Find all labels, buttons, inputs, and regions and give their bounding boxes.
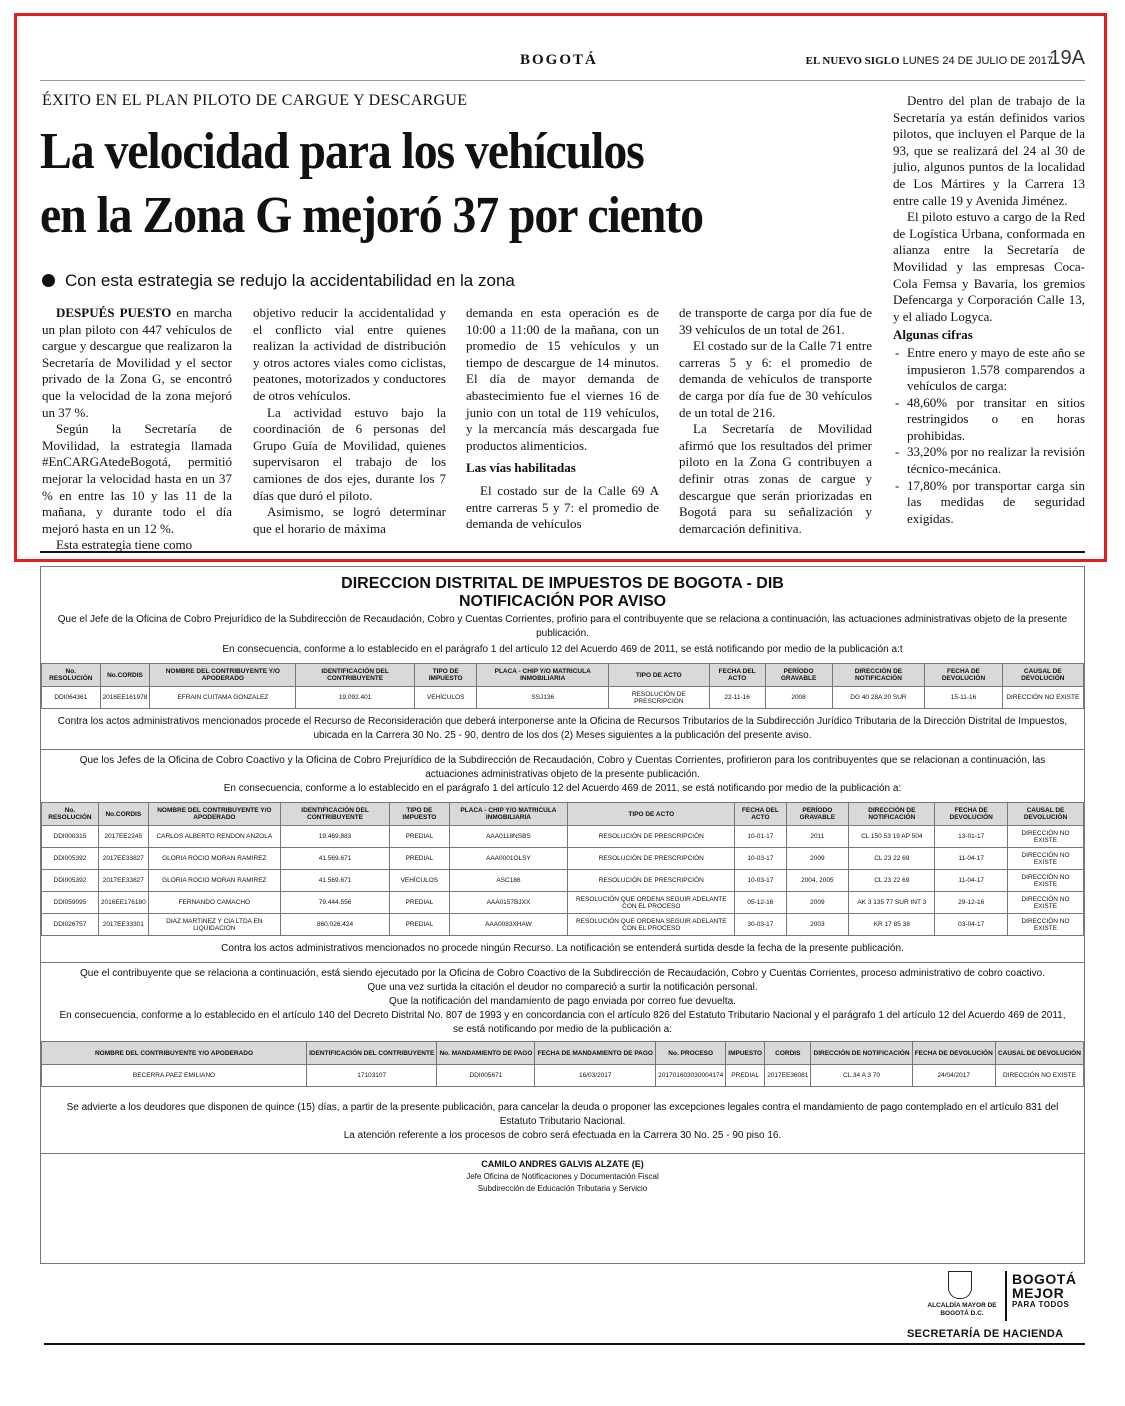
- signature-block: [41, 1158, 1084, 1195]
- column-header: IDENTIFICACIÓN DEL CONTRIBUYENTE: [296, 664, 415, 687]
- column-header: FECHA DE DEVOLUCIÓN: [925, 664, 1002, 687]
- footer-rule: [44, 1343, 1085, 1345]
- notice-intro: Que el Jefe de la Oficina de Cobro Prejurídico de la Subdirección de Recaudación, Cobro y Cuentas Corrientes, profirio para el contribuyente que se relaciona a continuación, las actuaciones administrativas objeto de la presente publicación.: [57, 614, 1068, 639]
- table-cell: 29-12-16: [935, 892, 1008, 914]
- table-cell: DDI064361: [42, 687, 101, 709]
- hacienda-logo: [905, 1268, 1085, 1344]
- table-cell: 2017EE33301: [98, 914, 148, 936]
- section-name: BOGOTÁ: [520, 52, 598, 68]
- table-cell: DIRECCIÓN NO EXISTE: [1007, 870, 1083, 892]
- paragraph: en marcha un plan piloto con 447 vehículos de cargue y descargue que realizaron la Secretaría de Movilidad y el sector privado de la Zona G, se encontró que la velocidad de la zona mejoró un 37 %.: [42, 305, 232, 420]
- column-header: PLACA - CHIP Y/O MATRICULA INMOBILIARIA: [477, 664, 608, 687]
- article-subhead: [42, 271, 515, 291]
- column-header: FECHA DEL ACTO: [709, 664, 765, 687]
- paragraph: Esta estrategia tiene como: [56, 537, 193, 553]
- table-cell: 10-01-17: [735, 826, 786, 848]
- secretaria-label: SECRETARÍA DE HACIENDA: [907, 1328, 1064, 1340]
- table-cell: 19.469.883: [280, 826, 389, 848]
- column-header: No. PROCESO: [656, 1042, 726, 1065]
- table-cell: 16/03/2017: [535, 1065, 656, 1087]
- table-cell: RESOLUCIÓN QUE ORDENA SEGUIR ADELANTE CON EL PROCESO: [568, 914, 735, 936]
- table-cell: 2009: [786, 848, 849, 870]
- column-header: No. MANDAMIENTO DE PAGO: [437, 1042, 535, 1065]
- table-cell: 41.569.671: [280, 848, 389, 870]
- paragraph: El piloto estuvo a cargo de la Red de Logística Urbana, conformada en alianza entre la Secretaría de Movilidad y las empresas Coca-Cola Femsa y Bavaria, los gremios Defencarga y Corporación Calle 13, y el aliado Logyca.: [893, 209, 1085, 324]
- notice-table-3: [41, 1041, 1084, 1087]
- table-cell: CARLOS ALBERTO RENDON ANZOLA: [148, 826, 280, 848]
- column-header: FECHA DE DEVOLUCIÓN: [935, 803, 1008, 826]
- figures-list: [893, 345, 1085, 528]
- table-header-row: [42, 803, 1084, 826]
- notice-table-1: [41, 663, 1084, 709]
- column-header: FECHA DE MANDAMIENTO DE PAGO: [535, 1042, 656, 1065]
- paragraph: objetivo reducir la accidentalidad y el conflicto vial entre quienes realizan la actividad de distribución y otros actores viales como ciclistas, peatones, motorizados y conductores de otros vehículos.: [253, 305, 446, 403]
- column-header: IMPUESTO: [726, 1042, 765, 1065]
- table-row: [42, 687, 1084, 709]
- table-cell: DDI005671: [437, 1065, 535, 1087]
- column-header: IDENTIFICACIÓN DEL CONTRIBUYENTE: [280, 803, 389, 826]
- table-cell: 24/04/2017: [912, 1065, 995, 1087]
- table-cell: 79.444.556: [280, 892, 389, 914]
- article-column-1: [42, 305, 232, 554]
- table-cell: 15-11-16: [925, 687, 1002, 709]
- table-cell: 2017EE2245: [98, 826, 148, 848]
- table-cell: 17103107: [307, 1065, 437, 1087]
- column-header: IDENTIFICACIÓN DEL CONTRIBUYENTE: [307, 1042, 437, 1065]
- notice-table-2: [41, 802, 1084, 936]
- table-cell: 2016EE176180: [98, 892, 148, 914]
- column-header: DIRECCIÓN DE NOTIFICACIÓN: [811, 1042, 912, 1065]
- column-header: TIPO DE ACTO: [608, 664, 709, 687]
- issue-date: LUNES 24 DE JULIO DE 2017: [902, 55, 1053, 67]
- table-cell: 2016EE161978: [100, 687, 150, 709]
- column-header: CAUSAL DE DEVOLUCIÓN: [1002, 664, 1083, 687]
- column-header: PERÍODO GRAVABLE: [765, 664, 832, 687]
- logo-line: BOGOTÁ: [1012, 1271, 1077, 1287]
- table-cell: RESOLUCIÓN QUE ORDENA SEGUIR ADELANTE CON EL PROCESO: [568, 892, 735, 914]
- column-header: TIPO DE IMPUESTO: [414, 664, 477, 687]
- table-cell: 860.026.424: [280, 914, 389, 936]
- table-cell: VEHÍCULOS: [390, 870, 449, 892]
- article-column-5: [893, 93, 1085, 527]
- paragraph: El costado sur de la Calle 71 entre carreras 5 y 6: el promedio de demanda de vehículos de transporte de carga por día fue de 30 vehículos de un total de 216.: [679, 338, 872, 420]
- article-column-3: [466, 305, 659, 533]
- column-header: CAUSAL DE DEVOLUCIÓN: [1007, 803, 1083, 826]
- table-cell: AAA0083XHAW: [449, 914, 568, 936]
- article-kicker: ÉXITO EN EL PLAN PILOTO DE CARGUE Y DESCARGUE: [42, 92, 468, 109]
- table-row: [42, 892, 1084, 914]
- notice-text: La atención referente a los procesos de cobro será efectuada en la Carrera 30 No. 25 - 90 piso 16.: [343, 1130, 782, 1141]
- paper-info: [806, 55, 1053, 67]
- list-item: - 33,20% por no realizar la revisión técnico-mecánica.: [893, 444, 1085, 477]
- column-header: NOMBRE DEL CONTRIBUYENTE Y/O APODERADO: [148, 803, 280, 826]
- table-cell: 2008: [765, 687, 832, 709]
- table-cell: ASC186: [449, 870, 568, 892]
- table-cell: RESOLUCIÓN DE PRESCRIPCIÓN: [568, 848, 735, 870]
- table-cell: 2017EE33827: [98, 870, 148, 892]
- table-cell: DDI026757: [42, 914, 99, 936]
- table-cell: CL 23 22 69: [849, 848, 935, 870]
- table-cell: 10-03-17: [735, 848, 786, 870]
- table-cell: 30-03-17: [735, 914, 786, 936]
- table-cell: PREDIAL: [390, 914, 449, 936]
- table-cell: RESOLUCIÓN DE PRESCRIPCIÓN: [608, 687, 709, 709]
- page-header: [40, 47, 1085, 81]
- list-item: - Entre enero y mayo de este año se impusieron 1.578 comparendos a vehículos de carga:: [893, 345, 1085, 395]
- column-header: No. RESOLUCIÓN: [42, 803, 99, 826]
- paragraph: Según la Secretaría de Movilidad, la estrategia llamada #EnCARGAtedeBogotá, permitió mejorar la velocidad hasta en un 37 % en entre las 10 y las 11 de la mañana, y durante todo el día mejoró hasta en un 12 %.: [42, 421, 232, 536]
- coat-of-arms-icon: [948, 1271, 972, 1299]
- table-row: [42, 870, 1084, 892]
- lead-bold: DESPUÉS PUESTO: [56, 305, 172, 320]
- table-cell: SSJ136: [477, 687, 608, 709]
- paragraph: Dentro del plan de trabajo de la Secretaría ya están definidos varios pilotos, que incluyen el Parque de la 93, que se realizará del 24 al 30 de julio, algunos puntos de la localidad de Los Mártires y la Carrera 13 entre calle 19 y Avenida Jiménez.: [893, 93, 1085, 208]
- table-cell: 11-04-17: [935, 870, 1008, 892]
- table-cell: DDI059095: [42, 892, 99, 914]
- column-header: No. RESOLUCIÓN: [42, 664, 101, 687]
- column-header: TIPO DE ACTO: [568, 803, 735, 826]
- table-cell: 22-11-16: [709, 687, 765, 709]
- table-cell: DDI005392: [42, 848, 99, 870]
- table-cell: PREDIAL: [390, 848, 449, 870]
- subhead-text: Con esta estrategia se redujo la accidentabilidad en la zona: [65, 271, 515, 290]
- table-cell: PREDIAL: [390, 826, 449, 848]
- table-cell: 41.569.671: [280, 870, 389, 892]
- table-cell: 201701603030004174: [656, 1065, 726, 1087]
- paragraph: de transporte de carga por día fue de 39 vehículos de un total de 261.: [679, 305, 872, 337]
- table-cell: RESOLUCIÓN DE PRESCRIPCIÓN: [568, 870, 735, 892]
- notice-intro: En consecuencia, conforme a lo establecido en el artículo 140 del Decreto Distrital No. 807 de 1993 y en concordancia con el artículo 826 del Estatuto Tributario Nacional y el parágrafo 1 del artículo 12 del Acuerdo 469 de 2011, se está notificando por medio de la publicación a:: [59, 1010, 1066, 1035]
- table-cell: FERNANDO CAMACHO: [148, 892, 280, 914]
- table-cell: 2017EE36081: [765, 1065, 811, 1087]
- column-header: TIPO DE IMPUESTO: [390, 803, 449, 826]
- table-cell: 05-12-16: [735, 892, 786, 914]
- table-cell: DIRECCIÓN NO EXISTE: [1007, 848, 1083, 870]
- table-cell: VEHÍCULOS: [414, 687, 477, 709]
- table-header-row: [42, 664, 1084, 687]
- table-cell: CL 34 A 3 70: [811, 1065, 912, 1087]
- column-header: FECHA DE DEVOLUCIÓN: [912, 1042, 995, 1065]
- table-cell: AK 3 135 77 SUR INT 3: [849, 892, 935, 914]
- page-number: 19A: [1049, 47, 1085, 69]
- article-column-2: [253, 305, 446, 537]
- paragraph: Asimismo, se logró determinar que el horario de máxima: [253, 504, 446, 536]
- paper-name: EL NUEVO SIGLO: [805, 55, 900, 67]
- article-column-4: [679, 305, 872, 537]
- table-cell: AAA0001OLSY: [449, 848, 568, 870]
- table-cell: BECERRA PAEZ EMILIANO: [42, 1065, 307, 1087]
- table-cell: 2009: [786, 892, 849, 914]
- table-cell: DIRECCIÓN NO EXISTE: [995, 1065, 1083, 1087]
- notice-intro: En consecuencia, conforme a lo establecido en el parágrafo 1 del artículo 12 del Acuerdo 469 de 2011, se está notificando por medio de la publicación a:t: [222, 644, 903, 655]
- notice-text: Contra los actos administrativos mencionados procede el Recurso de Reconsideración que deberá interponerse ante la Oficina de Recursos Tributarios de la Subdirección Jurídico Tributaria de la Dirección Distrital de Impuestos, ubicada en la Carrera 30 No. 25 - 90, dentro de los dos (2) Meses siguientes a la publicación del presente aviso.: [57, 716, 1068, 741]
- table-cell: 2004, 2005: [786, 870, 849, 892]
- table-cell: AAA0118NSBS: [449, 826, 568, 848]
- paragraph: La Secretaría de Movilidad afirmó que los resultados del primer piloto en la Zona G contribuyen a definir otras zonas de cargue y descargue que serán priorizadas en Bogotá para su señalización y demarcación definitiva.: [679, 421, 872, 536]
- column-header: DIRECCIÓN DE NOTIFICACIÓN: [832, 664, 925, 687]
- paragraph: La actividad estuvo bajo la coordinación de 6 personas del Grupo Guía de Movilidad, quienes supervisaron el trabajo de los camiones de dos ejes, durante los 7 días que duró el piloto.: [253, 404, 446, 503]
- signer-role: Jefe Oficina de Notificaciones y Documentación Fiscal: [466, 1172, 659, 1181]
- logo-line: MEJOR: [1012, 1285, 1065, 1301]
- column-header: NOMBRE DEL CONTRIBUYENTE Y/O APODERADO: [150, 664, 296, 687]
- logo-divider: [1005, 1271, 1007, 1321]
- table-cell: DDI005392: [42, 870, 99, 892]
- table-cell: EFRAIN CUITAMA GONZALEZ: [150, 687, 296, 709]
- notice-subtitle: NOTIFICACIÓN POR AVISO: [458, 593, 667, 610]
- table-cell: DIRECCIÓN NO EXISTE: [1007, 826, 1083, 848]
- column-header: No.CORDIS: [98, 803, 148, 826]
- notice-intro: Que una vez surtida la citación el deudor no compareció a surtir la notificación personal.: [367, 982, 758, 993]
- table-cell: DIRECCIÓN NO EXISTE: [1007, 892, 1083, 914]
- column-header: NOMBRE DEL CONTRIBUYENTE Y/O APODERADO: [42, 1042, 307, 1065]
- bullet-icon: [42, 274, 55, 287]
- table-cell: 19.092.401: [296, 687, 415, 709]
- paragraph: demanda en esta operación es de 10:00 a 11:00 de la mañana, con un promedio de 15 vehículos y un tiempo de descargue de 14 minutos. El día de mayor demanda de abastecimiento fue el viernes 16 de junio con un total de 119 vehículos, y la mercancía más descargada fue productos alimenticios.: [466, 305, 659, 453]
- table-cell: 11-04-17: [935, 848, 1008, 870]
- column-header: DIRECCIÓN DE NOTIFICACIÓN: [849, 803, 935, 826]
- notice-intro: Que el contribuyente que se relaciona a continuación, está siendo ejecutado por la Oficina de Cobro Coactivo de la Subdirección de Recaudación, Cobro y Cuentas Corrientes, proceso administrativo de cobro coactivo.: [79, 968, 1045, 979]
- notice-intro: Que la notificación del mandamiento de pago enviada por correo fue devuelta.: [389, 996, 736, 1007]
- headline-line-2: en la Zona G mejoró 37 por ciento: [40, 187, 703, 244]
- table-cell: DIRECCIÓN NO EXISTE: [1002, 687, 1083, 709]
- column-header: No.CORDIS: [100, 664, 150, 687]
- list-item: - 17,80% por transportar carga sin las medidas de seguridad exigidas.: [893, 478, 1085, 528]
- paragraph: El costado sur de la Calle 69 A entre carreras 5 y 7: el promedio de demanda de vehículos: [466, 482, 659, 532]
- table-cell: PREDIAL: [726, 1065, 765, 1087]
- notice-text: Contra los actos administrativos mencionados no procede ningún Recurso. La notificación se entenderá surtida desde la fecha de la presente publicación.: [221, 943, 904, 954]
- column-header: PERÍODO GRAVABLE: [786, 803, 849, 826]
- article-headline: [40, 120, 804, 248]
- table-cell: DDI000315: [42, 826, 99, 848]
- table-cell: 10-03-17: [735, 870, 786, 892]
- table-cell: 2003: [786, 914, 849, 936]
- table-row: [42, 848, 1084, 870]
- logo-line: PARA TODOS: [1012, 1300, 1070, 1309]
- headline-line-1: La velocidad para los vehículos: [40, 123, 644, 180]
- column-header: CORDIS: [765, 1042, 811, 1065]
- table-cell: 03-04-17: [935, 914, 1008, 936]
- table-cell: 2011: [786, 826, 849, 848]
- notice-intro: Que los Jefes de la Oficina de Cobro Coactivo y la Oficina de Cobro Prejurídico de la Subdirección de Recaudación, Cobro y Cuentas Corrientes, profirieron para los contribuyentes que se relacionan a continuación, las actuaciones administrativas objeto de la presente publicación.: [79, 755, 1046, 780]
- table-cell: DIAZ MARTINEZ Y CIA LTDA EN LIQUIDACION: [148, 914, 280, 936]
- table-cell: GLORIA ROCIO MORAN RAMIREZ: [148, 848, 280, 870]
- section-heading: Las vías habilitadas: [466, 460, 576, 476]
- table-cell: PREDIAL: [390, 892, 449, 914]
- table-cell: 2017EE33827: [98, 848, 148, 870]
- column-header: CAUSAL DE DEVOLUCIÓN: [995, 1042, 1083, 1065]
- table-row: [42, 1065, 1084, 1087]
- table-cell: CL 150 53 19 AP 504: [849, 826, 935, 848]
- table-cell: RESOLUCIÓN DE PRESCRIPCIÓN: [568, 826, 735, 848]
- table-row: [42, 826, 1084, 848]
- table-row: [42, 914, 1084, 936]
- tax-notice: [40, 566, 1085, 1264]
- section-heading: Algunas cifras: [893, 327, 973, 343]
- column-header: FECHA DEL ACTO: [735, 803, 786, 826]
- table-cell: DG 40 28A 20 SUR: [832, 687, 925, 709]
- table-cell: 13-01-17: [935, 826, 1008, 848]
- column-header: PLACA - CHIP Y/O MATRICULA INMOBILIARIA: [449, 803, 568, 826]
- table-cell: GLORIA ROCIO MORAN RAMIREZ: [148, 870, 280, 892]
- table-cell: DIRECCIÓN NO EXISTE: [1007, 914, 1083, 936]
- notice-intro: En consecuencia, conforme a lo establecido en el parágrafo 1 del artículo 12 del Acuerdo 469 de 2011, se está notificando por medio de la publicación a:: [223, 783, 902, 794]
- article-bottom-rule: [40, 551, 1085, 553]
- table-cell: AAA0157BJXX: [449, 892, 568, 914]
- table-cell: KR 17 85 38: [849, 914, 935, 936]
- alcaldia-label: ALCALDÍA MAYOR DE BOGOTÁ D.C.: [927, 1302, 997, 1317]
- list-item: - 48,60% por transitar en sitios restringidos o en horas prohibidas.: [893, 395, 1085, 445]
- notice-text: Se advierte a los deudores que disponen de quince (15) días, a partir de la presente publicación, para cancelar la deuda o proponer las excepciones legales contra el mandamiento de pago contemplado en el artículo 831 del Estatuto Tributario Nacional.: [66, 1102, 1059, 1127]
- table-header-row: [42, 1042, 1084, 1065]
- table-cell: CL 23 22 69: [849, 870, 935, 892]
- signer-office: Subdirección de Educación Tributaria y Servicio: [477, 1184, 648, 1193]
- signer-name: CAMILO ANDRES GALVIS ALZATE (E): [481, 1159, 644, 1169]
- notice-title: DIRECCION DISTRITAL DE IMPUESTOS DE BOGOTA - DIB: [341, 575, 784, 592]
- bogota-mejor-logo: [1012, 1272, 1076, 1309]
